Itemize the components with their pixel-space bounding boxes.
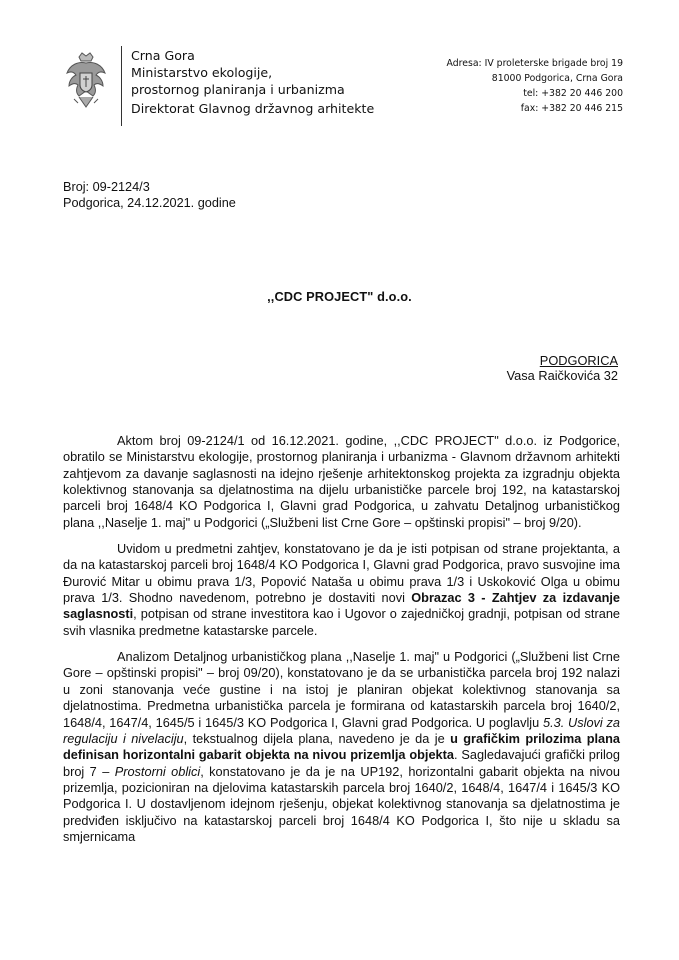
org-ministry-line-1: Ministarstvo ekologije,: [131, 65, 273, 80]
address-block: [447, 56, 623, 116]
recipient-city: PODGORICA: [539, 353, 618, 368]
reference-place-date: Podgorica, 24.12.2021. godine: [63, 196, 236, 210]
paragraph-3: Analizom Detaljnog urbanističkog plana ,,Naselje 1. maj" u Podgorici („Službeni list Crne Gore – opštinski propisi" – broj 09/20), konstatovano je da se urbanistička parcela broj 192 nalazi u zoni stanovanja veće gustine i na istoj je planiran objekat kolektivnog stanovanja sa djelatnostima. Predmetna urbanistička parcela je formirana od katastarskih parcela broj 1640/2, 1648/4, 1647/4, 1645/5 i 1645/3 KO Podgorica I, Glavni grad Podgorica. U poglavlju 5.3. Uslovi za regulaciju i nivelaciju, tekstualnog dijela plana, navedeno je da je u grafičkim prilozima plana definisan horizontalni gabarit objekta na nivou prizemlja objekta. Sagledavajući grafički prilog broj 7 – Prostorni oblici, konstatovano je da je na UP192, horizontalni gabarit objekta na nivou prizemlja, pozicioniran na djelovima katastarskih parcela broj 1640/2, 1648/4, 1647/4 i 1645/3 KO Podgorica I. U dostavljenom idejnom rješenju, objekat kolektivnog stanovanja sa djelatnostima je predviđen isključivo na katastarskoj parceli broj 1648/4 KO Podgorica I, što nije u skladu sa smjernicama: [63, 649, 621, 844]
header-divider: [121, 46, 122, 126]
plan-requirement-emphasis: u grafičkim prilozima plana definisan horizontalni gabarit objekta na nivou prizemlja objekta: [63, 730, 620, 763]
chapter-reference: 5.3. Uslovi za regulaciju i nivelaciju: [63, 714, 621, 746]
coat-of-arms-icon: [64, 51, 108, 111]
org-directorate: Direktorat Glavnog državnog arhitekte: [131, 101, 375, 116]
reference-number: Broj: 09-2124/3: [63, 180, 150, 194]
organization-block: [131, 47, 374, 117]
org-ministry-line-2: prostornog planiranja i urbanizma: [131, 82, 345, 97]
recipient-street: Vasa Raičkovića 32: [506, 368, 618, 383]
graphic-annex-title: Prostorni oblici: [114, 763, 201, 779]
org-country: Crna Gora: [131, 48, 195, 63]
form-name-emphasis: Obrazac 3 - Zahtjev za izdavanje saglasnosti: [63, 590, 620, 622]
address-city: 81000 Podgorica, Crna Gora: [491, 73, 623, 84]
address-street: Adresa: IV proleterske brigade broj 19: [446, 58, 623, 69]
reference-block: [63, 179, 236, 211]
address-phone: tel: +382 20 446 200: [523, 88, 623, 99]
letter-body: [63, 433, 620, 855]
paragraph-2: Uvidom u predmetni zahtjev, konstatovano je da je isti potpisan od strane projektanta, a da na katastarskoj parceli broj 1648/4 KO Podgorica I, Glavni grad Podgorica, pravo susvojine ima Đurović Mitar u obimu prava 1/3, Popović Nataša u obimu prava 1/3 i Uskoković Olga u obimu prava 1/3. Shodno navedenom, potrebno je dostaviti novi Obrazac 3 - Zahtjev za izdavanje saglasnosti, potpisan od strane investitora kao i Ugovor o zajedničkoj gradnji, potpisan od strane svih vlasnika predmetne katastarske parcele.: [63, 541, 620, 638]
address-fax: fax: +382 20 446 215: [520, 103, 623, 114]
paragraph-1: Aktom broj 09-2124/1 od 16.12.2021. godine, ,,CDC PROJECT" d.o.o. iz Podgorice, obratilo se Ministarstvu ekologije, prostornog planiranja i urbanizma - Glavnom državnom arhitekti zahtjevom za davanje saglasnosti na idejno rješenje arhitektonskog projekta za izgradnju objekta kolektivnog stanovanja sa djelatnostima na dijelu urbanističke parcele broj 192, na katastarskoj parceli broj 1648/4 KO Podgorica I, Glavni grad Podgorica, u zahvatu Detaljnog urbanističkog plana ,,Naselje 1. maj" u Podgorici („Službeni list Crne Gore – opštinski propisi" – broj 9/20).: [63, 433, 620, 530]
recipient-name: ,,CDC PROJECT" d.o.o.: [267, 289, 412, 304]
recipient-address: [507, 353, 618, 383]
